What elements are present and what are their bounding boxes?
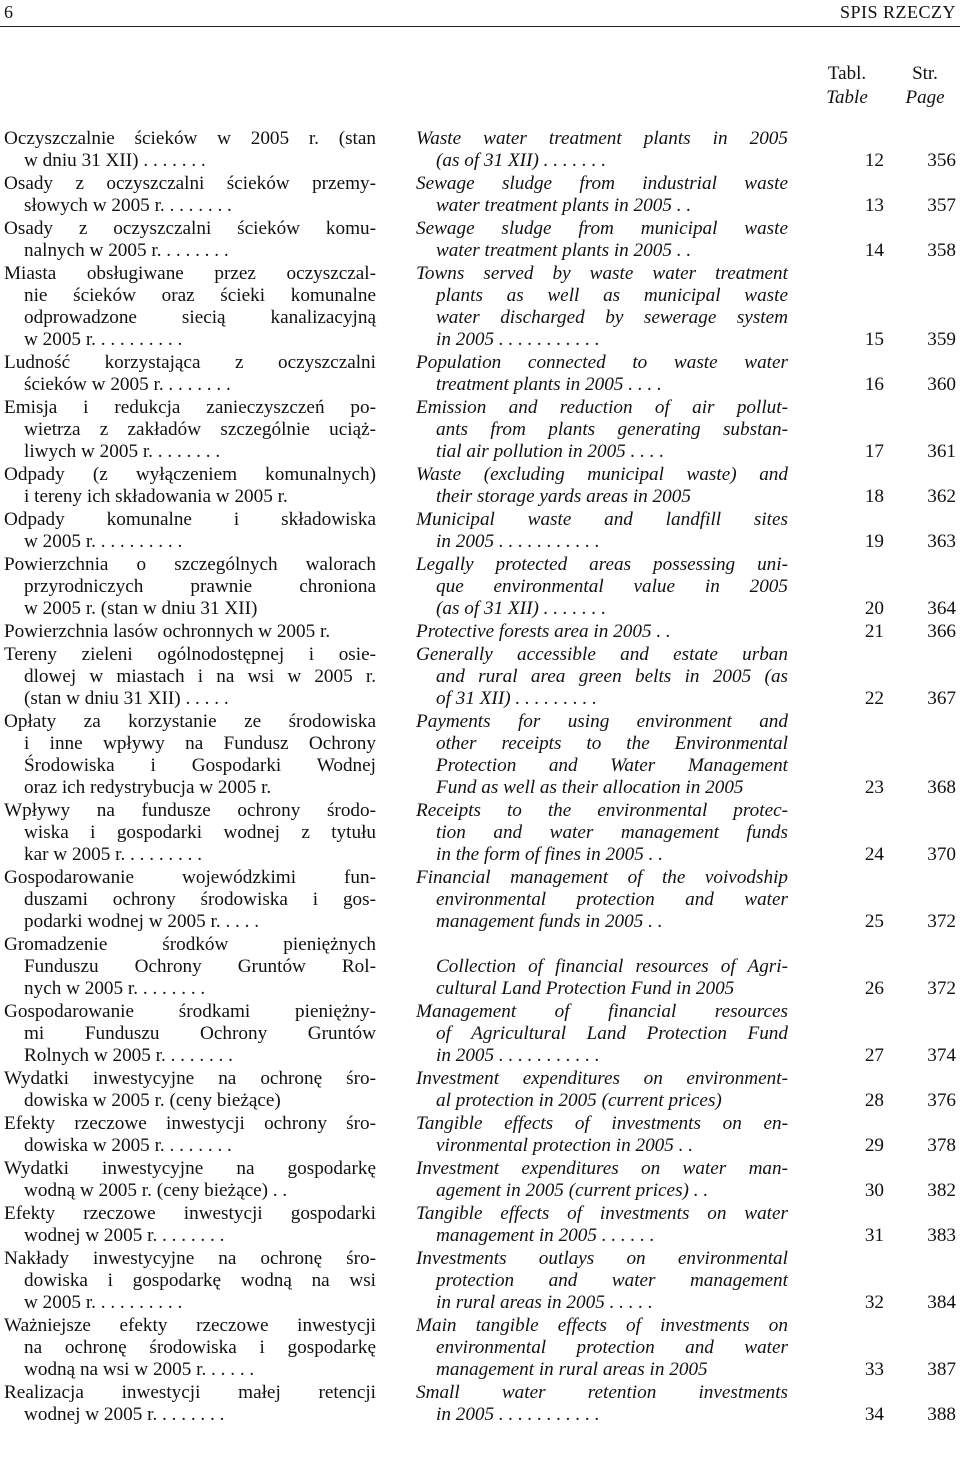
polish-title-line: w 2005 r. . . . . . . . . . (24, 329, 183, 350)
english-title (416, 934, 788, 1000)
page-ref: 387 (927, 1359, 956, 1380)
english-title (416, 1158, 788, 1202)
english-title-line: Waste water treatment plants in 2005 (416, 128, 788, 149)
polish-title (4, 867, 376, 933)
polish-title-line: i inne wpływy na Fundusz Ochrony (24, 733, 376, 754)
table-number: 22 (864, 688, 884, 709)
english-title-line: in 2005 . . . . . . . . . . . (436, 1045, 600, 1066)
polish-title (4, 128, 376, 172)
table-label: Table (826, 87, 868, 108)
page-ref: 367 (927, 688, 956, 709)
polish-title (4, 1158, 376, 1202)
polish-title-line: wodnej w 2005 r. . . . . . . . (24, 1404, 225, 1425)
english-title-line: Investment expenditures on water man- (416, 1158, 788, 1179)
english-title-line: Protection and Water Management (436, 755, 788, 776)
toc-entry (0, 397, 960, 463)
running-title: SPIS RZECZY (839, 2, 956, 22)
table-number: 17 (864, 441, 884, 462)
polish-title-line: Środowiska i Gospodarki Wodnej (24, 755, 376, 776)
page-ref: 382 (927, 1180, 956, 1201)
english-title-line: Municipal waste and landfill sites (416, 509, 788, 530)
polish-title-line: Odpady komunalne i składowiska (4, 509, 376, 530)
table-number: 30 (864, 1180, 884, 1201)
english-title-line: (as of 31 XII) . . . . . . . (436, 150, 606, 171)
polish-title-line: Rolnych w 2005 r. . . . . . . . (24, 1045, 233, 1066)
toc-entry (0, 218, 960, 262)
toc-entry (0, 621, 960, 643)
polish-title-line: nych w 2005 r. . . . . . . . (24, 978, 206, 999)
polish-title-line: Ważniejsze efekty rzeczowe inwestycji (4, 1315, 376, 1336)
polish-title-line: Miasta obsługiwane przez oczyszczal- (4, 263, 376, 284)
table-number: 33 (864, 1359, 884, 1380)
english-title (416, 644, 788, 710)
page-ref: 388 (927, 1404, 956, 1425)
toc-entry (0, 1203, 960, 1247)
polish-title-line: Gromadzenie środków pieniężnych (4, 934, 376, 955)
english-title-line: Financial management of the voivodship (416, 867, 788, 888)
polish-title-line: w dniu 31 XII) . . . . . . . (24, 150, 206, 171)
polish-title (4, 173, 376, 217)
english-title-line: management funds in 2005 . . (436, 911, 663, 932)
polish-title-line: Efekty rzeczowe inwestycji gospodarki (4, 1203, 376, 1224)
english-title-line: water treatment plants in 2005 . . (436, 240, 692, 261)
page-ref: 363 (927, 531, 956, 552)
polish-title (4, 218, 376, 262)
polish-title-line: Nakłady inwestycyjne na ochronę śro- (4, 1248, 376, 1269)
table-number: 24 (864, 844, 884, 865)
polish-title-line: w 2005 r. . . . . . . . . . (24, 531, 183, 552)
page-ref: 361 (927, 441, 956, 462)
polish-title (4, 711, 376, 799)
english-title-line: in rural areas in 2005 . . . . . (436, 1292, 653, 1313)
polish-title-line: ścieków w 2005 r. . . . . . . . (24, 374, 231, 395)
polish-title-line: w 2005 r. . . . . . . . . . (24, 1292, 183, 1313)
english-title (416, 621, 788, 643)
english-title-line: environmental protection and water (436, 889, 788, 910)
english-title (416, 263, 788, 351)
english-title-line: in 2005 . . . . . . . . . . . (436, 329, 600, 350)
tabl-label: Tabl. (827, 63, 867, 84)
english-title-line: water discharged by sewerage system (436, 307, 788, 328)
polish-title (4, 934, 376, 1000)
table-number: 26 (864, 978, 884, 999)
polish-title-line: w 2005 r. (stan w dniu 31 XII) (24, 598, 258, 619)
polish-title (4, 1203, 376, 1247)
english-title-line: Investment expenditures on environment- (416, 1068, 788, 1089)
page-ref: 364 (927, 598, 956, 619)
toc-entry (0, 263, 960, 351)
table-number: 34 (864, 1404, 884, 1425)
english-title-line: agement in 2005 (current prices) . . (436, 1180, 709, 1201)
english-title (416, 867, 788, 933)
page-label: Page (905, 87, 945, 108)
english-title-line: management in rural areas in 2005 (436, 1359, 708, 1380)
english-title-line: environmental protection and water (436, 1337, 788, 1358)
table-number: 28 (864, 1090, 884, 1111)
english-title-line (416, 934, 788, 956)
polish-title-line: słowych w 2005 r. . . . . . . . (24, 195, 232, 216)
english-title (416, 128, 788, 172)
toc-entry (0, 509, 960, 553)
english-title-line: management in 2005 . . . . . . (436, 1225, 655, 1246)
english-title (416, 800, 788, 866)
english-title (416, 1382, 788, 1426)
english-title (416, 554, 788, 620)
toc-entry (0, 867, 960, 933)
polish-title (4, 1001, 376, 1067)
str-label: Str. (912, 63, 938, 84)
page-ref: 374 (927, 1045, 956, 1066)
polish-title (4, 621, 376, 643)
polish-title-line: odprowadzone siecią kanalizacyjną (24, 307, 376, 328)
english-title-line: tial air pollution in 2005 . . . . (436, 441, 665, 462)
english-title (416, 1001, 788, 1067)
english-title-line: water treatment plants in 2005 . . (436, 195, 692, 216)
english-title (416, 464, 788, 508)
polish-title (4, 554, 376, 620)
polish-title-line: Odpady (z wyłączeniem komunalnych) (4, 464, 376, 485)
page-ref: 356 (927, 150, 956, 171)
page-ref: 358 (927, 240, 956, 261)
page-ref: 368 (927, 777, 956, 798)
toc-entry (0, 352, 960, 396)
english-title-line: of Agricultural Land Protection Fund (436, 1023, 788, 1044)
toc-entry (0, 1382, 960, 1426)
english-title-line: Emission and reduction of air pollut- (416, 397, 788, 418)
polish-title-line: wodną na wsi w 2005 r. . . . . . (24, 1359, 255, 1380)
polish-title-line: dowiska w 2005 r. . . . . . . . (24, 1135, 232, 1156)
polish-title (4, 1113, 376, 1157)
polish-title-line: Gospodarowanie wojewódzkimi fun- (4, 867, 376, 888)
page-number: 6 (4, 2, 13, 22)
polish-title-line: dowiska i gospodarkę wodną na wsi (24, 1270, 376, 1291)
toc-entry (0, 464, 960, 508)
polish-title (4, 1248, 376, 1314)
english-title-line: (as of 31 XII) . . . . . . . (436, 598, 606, 619)
table-number: 21 (864, 621, 884, 642)
english-title-line: Population connected to waste water (416, 352, 788, 373)
english-title (416, 173, 788, 217)
polish-title (4, 464, 376, 508)
english-title-line: tion and water management funds (436, 822, 788, 843)
table-number: 31 (864, 1225, 884, 1246)
page-ref: 372 (927, 911, 956, 932)
page-ref: 366 (927, 621, 956, 642)
english-title (416, 1315, 788, 1381)
english-title-line: Sewage sludge from municipal waste (416, 218, 788, 239)
english-title (416, 711, 788, 799)
english-title-line: que environmental value in 2005 (436, 576, 788, 597)
polish-title-line: Opłaty za korzystanie ze środowiska (4, 711, 376, 732)
toc-entry (0, 711, 960, 799)
polish-title-line: wietrza z zakładów szczególnie uciąż- (24, 419, 376, 440)
english-title-line: Tangible effects of investments on water (416, 1203, 788, 1224)
table-number: 16 (864, 374, 884, 395)
toc-entry (0, 554, 960, 620)
english-title-line: other receipts to the Environmental (436, 733, 788, 754)
english-title-line: their storage yards areas in 2005 (436, 486, 691, 507)
polish-title-line: wiska i gospodarki wodnej z tytułu (24, 822, 376, 843)
polish-title (4, 1382, 376, 1426)
english-title-line: Waste (excluding municipal waste) and (416, 464, 788, 485)
polish-title (4, 800, 376, 866)
table-number: 15 (864, 329, 884, 350)
toc-entry (0, 1248, 960, 1314)
english-title-line: Investments outlays on environmental (416, 1248, 788, 1269)
english-title-line: of 31 XII) . . . . . . . . . (436, 688, 597, 709)
polish-title-line: Powierzchnia lasów ochronnych w 2005 r. (4, 621, 331, 642)
polish-title-line: dlowej w miastach i na wsi w 2005 r. (24, 666, 376, 687)
english-title-line: Collection of financial resources of Agri- (436, 956, 788, 977)
table-number: 14 (864, 240, 884, 261)
english-title-line: Generally accessible and estate urban (416, 644, 788, 665)
polish-title-line: Emisja i redukcja zanieczyszczeń po- (4, 397, 376, 418)
polish-title-line: Efekty rzeczowe inwestycji ochrony śro- (4, 1113, 376, 1134)
table-number: 29 (864, 1135, 884, 1156)
english-title-line: cultural Land Protection Fund in 2005 (436, 978, 735, 999)
english-title-line: Fund as well as their allocation in 2005 (436, 777, 744, 798)
toc-entry (0, 1001, 960, 1067)
english-title-line: Main tangible effects of investments on (416, 1315, 788, 1336)
page-column-header (890, 62, 960, 110)
polish-title-line: (stan w dniu 31 XII) . . . . . (24, 688, 229, 709)
english-title-line: al protection in 2005 (current prices) (436, 1090, 722, 1111)
english-title (416, 352, 788, 396)
toc-entry (0, 173, 960, 217)
polish-title-line: przyrodniczych prawnie chroniona (24, 576, 376, 597)
polish-title-line: nalnych w 2005 r. . . . . . . . (24, 240, 229, 261)
polish-title-line: Oczyszczalnie ścieków w 2005 r. (stan (4, 128, 376, 149)
polish-title (4, 352, 376, 396)
polish-title-line: Wydatki inwestycyjne na gospodarkę (4, 1158, 376, 1179)
polish-title-line: na ochronę środowiska i gospodarkę (24, 1337, 376, 1358)
english-title-line: vironmental protection in 2005 . . (436, 1135, 694, 1156)
toc-entry (0, 128, 960, 172)
toc-entry (0, 934, 960, 1000)
polish-title-line: wodnej w 2005 r. . . . . . . . (24, 1225, 225, 1246)
english-title (416, 1068, 788, 1112)
page-ref: 360 (927, 374, 956, 395)
polish-title-line: mi Funduszu Ochrony Gruntów (24, 1023, 376, 1044)
english-title-line: Sewage sludge from industrial waste (416, 173, 788, 194)
page-ref: 376 (927, 1090, 956, 1111)
running-header (0, 0, 960, 27)
polish-title (4, 263, 376, 351)
table-number: 20 (864, 598, 884, 619)
toc-entry (0, 1315, 960, 1381)
english-title (416, 509, 788, 553)
english-title-line: treatment plants in 2005 . . . . (436, 374, 662, 395)
english-title-line: Towns served by waste water treatment (416, 263, 788, 284)
table-number: 12 (864, 150, 884, 171)
table-number: 23 (864, 777, 884, 798)
page-ref: 370 (927, 844, 956, 865)
english-title-line: and rural area green belts in 2005 (as (436, 666, 788, 687)
english-title (416, 397, 788, 463)
english-title-line: Receipts to the environmental protec- (416, 800, 788, 821)
english-title-line: Management of financial resources (416, 1001, 788, 1022)
english-title-line: in the form of fines in 2005 . . (436, 844, 664, 865)
toc-entry (0, 1113, 960, 1157)
english-title-line: Legally protected areas possessing uni- (416, 554, 788, 575)
english-title-line: Payments for using environment and (416, 711, 788, 732)
english-title (416, 1248, 788, 1314)
polish-title-line: wodną w 2005 r. (ceny bieżące) . . (24, 1180, 288, 1201)
page-ref: 372 (927, 978, 956, 999)
polish-title-line: i tereny ich składowania w 2005 r. (24, 486, 288, 507)
polish-title-line: Osady z oczyszczalni ścieków komu- (4, 218, 376, 239)
toc-entry (0, 800, 960, 866)
polish-title (4, 1068, 376, 1112)
polish-title-line: Ludność korzystająca z oczyszczalni (4, 352, 376, 373)
polish-title-line: oraz ich redystrybucja w 2005 r. (24, 777, 272, 798)
polish-title (4, 644, 376, 710)
page-ref: 362 (927, 486, 956, 507)
polish-title (4, 509, 376, 553)
polish-title (4, 1315, 376, 1381)
table-number: 32 (864, 1292, 884, 1313)
table-number: 19 (864, 531, 884, 552)
polish-title-line: podarki wodnej w 2005 r. . . . . (24, 911, 260, 932)
english-title-line: in 2005 . . . . . . . . . . . (436, 1404, 600, 1425)
english-title (416, 1203, 788, 1247)
polish-title-line: Wydatki inwestycyjne na ochronę śro- (4, 1068, 376, 1089)
polish-title-line: Realizacja inwestycji małej retencji (4, 1382, 376, 1403)
toc-entry (0, 644, 960, 710)
page-ref: 359 (927, 329, 956, 350)
polish-title-line: Funduszu Ochrony Gruntów Rol- (24, 956, 376, 977)
table-column-header (812, 62, 882, 110)
english-title (416, 1113, 788, 1157)
polish-title-line: Tereny zieleni ogólnodostępnej i osie- (4, 644, 376, 665)
english-title-line: ants from plants generating substan- (436, 419, 788, 440)
polish-title-line: duszami ochrony środowiska i gos- (24, 889, 376, 910)
english-title-line: Tangible effects of investments on en- (416, 1113, 788, 1134)
polish-title-line: nie ścieków oraz ścieki komunalne (24, 285, 376, 306)
english-title-line: in 2005 . . . . . . . . . . . (436, 531, 600, 552)
page-ref: 378 (927, 1135, 956, 1156)
english-title (416, 218, 788, 262)
page-ref: 384 (927, 1292, 956, 1313)
english-title-line: Small water retention investments (416, 1382, 788, 1403)
polish-title-line: liwych w 2005 r. . . . . . . . (24, 441, 221, 462)
english-title-line: Protective forests area in 2005 . . (416, 621, 671, 642)
toc-entry (0, 1158, 960, 1202)
polish-title-line: dowiska w 2005 r. (ceny bieżące) (24, 1090, 281, 1111)
polish-title-line: Wpływy na fundusze ochrony środo- (4, 800, 376, 821)
polish-title-line: Gospodarowanie środkami pieniężny- (4, 1001, 376, 1022)
polish-title (4, 397, 376, 463)
english-title-line: plants as well as municipal waste (436, 285, 788, 306)
polish-title-line: Powierzchnia o szczególnych walorach (4, 554, 376, 575)
polish-title-line: Osady z oczyszczalni ścieków przemy- (4, 173, 376, 194)
toc-entry (0, 1068, 960, 1112)
table-number: 13 (864, 195, 884, 216)
table-number: 25 (864, 911, 884, 932)
english-title-line: protection and water management (436, 1270, 788, 1291)
polish-title-line: kar w 2005 r. . . . . . . . . (24, 844, 202, 865)
table-number: 27 (864, 1045, 884, 1066)
column-headers (0, 62, 960, 114)
table-number: 18 (864, 486, 884, 507)
page-ref: 383 (927, 1225, 956, 1246)
page-ref: 357 (927, 195, 956, 216)
